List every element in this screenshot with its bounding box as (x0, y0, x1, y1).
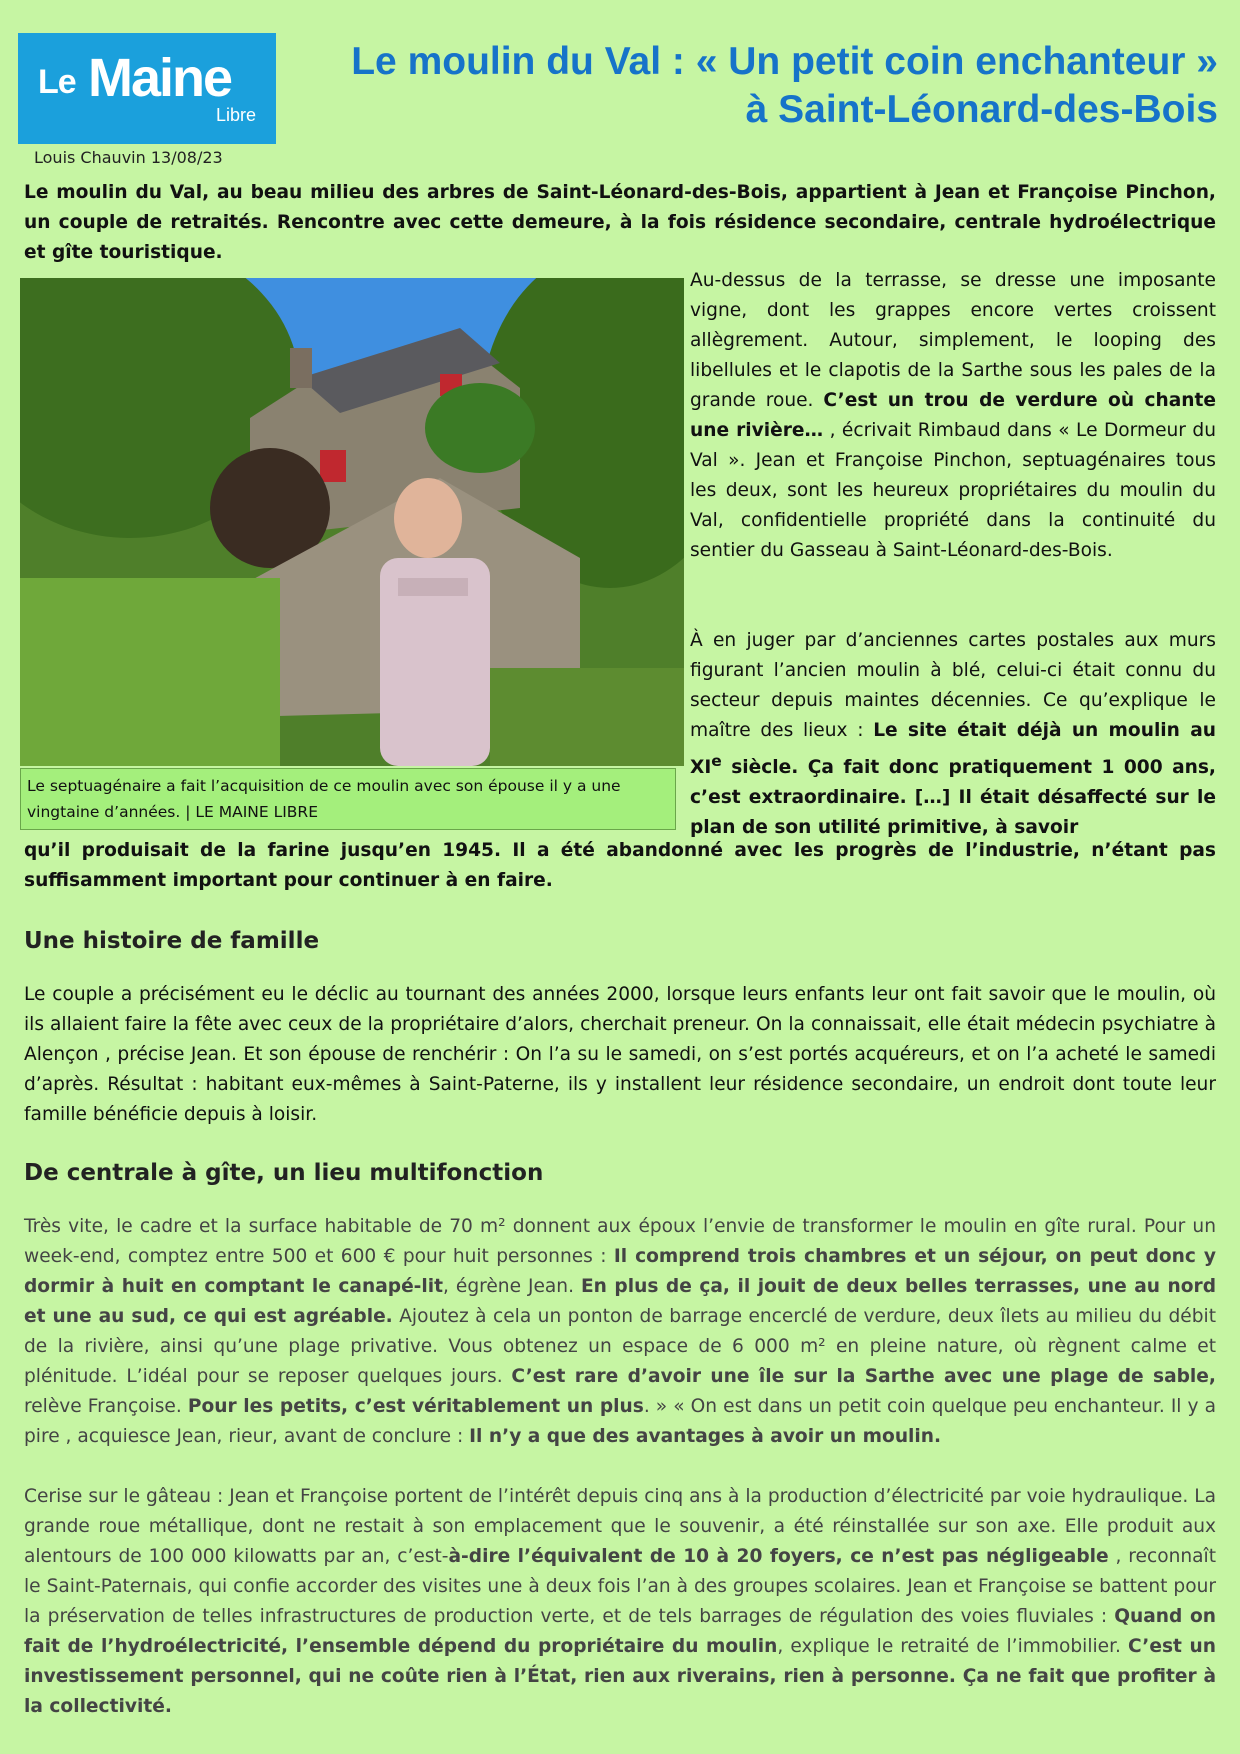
byline: Louis Chauvin 13/08/23 (34, 148, 223, 167)
s2-text-7: , reconnaît le Saint-Paternais, qui confie accorder des visites une à deux fois l’an à des groupes scolaires. Jean et Françoise se battent pour la préservation de telles infrastructures de production verte, et de tels barrages de régulation des voies fluviales : (24, 1546, 1216, 1627)
s2-text-6: Cerise sur le gâteau : Jean et Françoise portent de l’intérêt depuis cinq ans à la production d’électricité par voie hydraulique. La grande roue métallique, dont ne restait à son emplacement que le souvenir, a été réinstallée sur son axe. Elle produit aux alentours de 100 000 kilowatts par an, c’est- (24, 1486, 1216, 1567)
owner-quote-b: siècle. Ça fait donc pratiquement 1 000 ans, c’est extraordinaire. […] Il était désaffecté sur le plan de son utilité primitive, à savoir (690, 757, 1216, 839)
owner-quote-sup: e (711, 752, 722, 770)
s2-quote-5: Il n’y a que des avantages à avoir un moulin. (469, 1426, 942, 1447)
mill-photo-illustration (20, 278, 684, 766)
title-line-2: à Saint-Léonard-des-Bois (745, 88, 1218, 131)
s2-text-8: , explique le retraité de l’immobilier. (777, 1636, 1128, 1657)
intro-p1-text-end: , écrivait Rimbaud dans « Le Dormeur du Val ». Jean et Françoise Pinchon, septuagénaires tous les deux, sont les heureux propriétaires du moulin du Val, confidentielle propriété dans la continuité du sentier du Gasseau à Saint-Léonard-des-Bois. (690, 420, 1216, 561)
intro-paragraph-2 (690, 626, 1216, 843)
section-multifunction-text-2 (24, 1482, 1216, 1722)
intro-p1-text: Au-dessus de la terrasse, se dresse une imposante vigne, dont les grappes encore vertes croissent allègrement. Autour, simplement, le looping des libellules et le clapotis de la Sarthe sous les pales de la grande roue. (690, 270, 1216, 411)
logo-maine: Maine (88, 48, 232, 108)
s2-text-4: relève Françoise. (24, 1396, 188, 1417)
rimbaud-quote: C’est un trou de verdure où chante une rivière… (690, 390, 1217, 441)
s2-quote-8: C’est un investissement personnel, qui ne coûte rien à l’État, rien aux riverains, rien à personne. Ça ne fait que profiter à la collectivité. (24, 1636, 1217, 1717)
s2-quote-7: Quand on fait de l’hydroélectricité, l’ensemble dépend du propriétaire du moulin (24, 1606, 1217, 1657)
s2-quote-4: Pour les petits, c’est véritablement un plus (187, 1396, 644, 1417)
logo-libre: Libre (215, 105, 256, 125)
article-title (318, 38, 1218, 134)
intro-paragraph-2-cont: qu’il produisait de la farine jusqu’en 1945. Il a été abandonné avec les progrès de l’industrie, n’étant pas suffisamment important pour continuer à en faire. (24, 840, 1216, 891)
s2-text-1: Très vite, le cadre et la surface habitable de 70 m² donnent aux époux l’envie de transformer le moulin en gîte rural. Pour un week-end, comptez entre 500 et 600 € pour huit personnes : (24, 1216, 1216, 1267)
s2-text-5: . » « On est dans un petit coin quelque peu enchanteur. Il y a pire , acquiesce Jean, rieur, avant de conclure : (24, 1396, 1216, 1447)
newspaper-logo (18, 33, 276, 144)
s2-quote-1: Il comprend trois chambres et un séjour, on peut donc y dormir à huit en comptant le canapé-lit (24, 1246, 1216, 1297)
section-multifunction-text (24, 1212, 1216, 1452)
intro-p2-text: À en juger par d’anciennes cartes postales aux murs figurant l’ancien moulin à blé, celui-ci était connu du secteur depuis maintes décennies. Ce qu’explique le maître des lieux : (690, 630, 1216, 741)
s2-text-3: Ajoutez à cela un ponton de barrage encerclé de verdure, deux îlets au milieu du débit de la rivière, ainsi qu’une plage privative. Vous obtenez un espace de 6 000 m² en pleine nature, où règnent calme et plénitude. L’idéal pour se reposer quelques jours. (24, 1306, 1216, 1387)
section-family-text: Le couple a précisément eu le déclic au tournant des années 2000, lorsque leurs enfants leur ont fait savoir que le moulin, où ils allaient faire la fête avec ceux de la propriétaire d’alors, cherchait preneur. On la connaissait, elle était médecin psychiatre à Alençon , précise Jean. Et son épouse de renchérir : On l’a su le samedi, on s’est portés acquéreurs, et on l’a acheté le samedi d’après. Résultat : habitant eux-mêmes à Saint-Paterne, ils y installent leur résidence secondaire, un endroit dont toute leur famille bénéficie depuis à loisir. (24, 984, 1216, 1125)
s2-text-2: , égrène Jean. (443, 1276, 581, 1297)
intro-paragraph-1 (690, 266, 1216, 566)
section-heading-family: Une histoire de famille (24, 928, 320, 954)
s2-quote-3: C’est rare d’avoir une île sur la Sarthe avec une plage de sable, (511, 1366, 1216, 1387)
photo-caption: Le septuagénaire a fait l’acquisition de ce moulin avec son épouse il y a une vingtaine d’années. | LE MAINE LIBRE (20, 768, 676, 830)
s2-quote-6: à-dire l’équivalent de 10 à 20 foyers, ce n’est pas négligeable (448, 1546, 1109, 1567)
article-photo (20, 278, 684, 766)
article-lede: Le moulin du Val, au beau milieu des arbres de Saint-Léonard-des-Bois, appartient à Jean et Françoise Pinchon, un couple de retraités. Rencontre avec cette demeure, à la fois résidence secondaire, centrale hydroélectrique et gîte touristique. (24, 182, 1216, 263)
section-heading-multifunction: De centrale à gîte, un lieu multifonction (24, 1160, 544, 1186)
logo-le: Le (38, 63, 76, 101)
title-line-1: Le moulin du Val : « Un petit coin enchanteur » (351, 40, 1218, 83)
owner-quote-a: Le site était déjà un moulin au XI (690, 720, 1216, 779)
s2-quote-2: En plus de ça, il jouit de deux belles terrasses, une au nord et une au sud, ce qui est agréable. (24, 1276, 1217, 1327)
